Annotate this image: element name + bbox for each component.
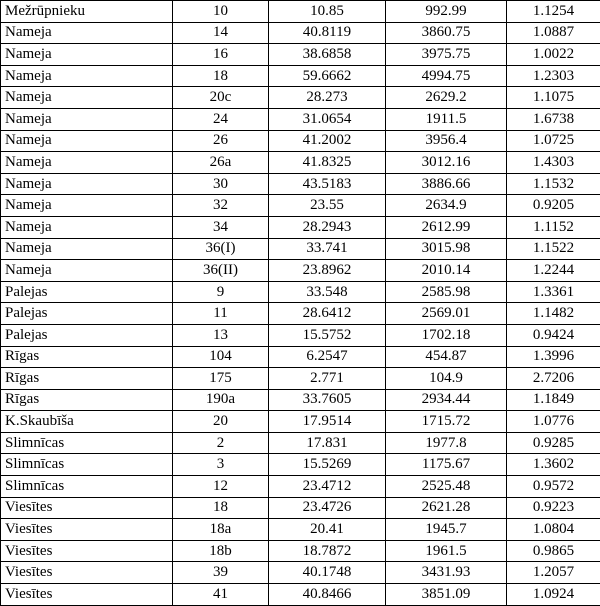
street-cell: Rīgas <box>1 389 173 411</box>
value-b-cell: 2621.28 <box>386 497 507 519</box>
value-a-cell: 28.2943 <box>269 216 386 238</box>
street-cell: Rīgas <box>1 346 173 368</box>
value-a-cell: 33.7605 <box>269 389 386 411</box>
house-number-cell: 36(II) <box>173 260 269 282</box>
table-row <box>1 562 600 584</box>
value-b-cell: 2525.48 <box>386 476 507 498</box>
value-a-cell: 40.1748 <box>269 562 386 584</box>
street-cell: K.Skaubīša <box>1 411 173 433</box>
value-a-cell: 23.4712 <box>269 476 386 498</box>
ratio-cell: 1.3602 <box>507 454 600 476</box>
house-number-cell: 41 <box>173 584 269 606</box>
ratio-cell: 0.9572 <box>507 476 600 498</box>
ratio-cell: 1.1532 <box>507 173 600 195</box>
value-b-cell: 2612.99 <box>386 216 507 238</box>
street-cell: Nameja <box>1 238 173 260</box>
ratio-cell: 1.2303 <box>507 65 600 87</box>
value-a-cell: 18.7872 <box>269 540 386 562</box>
street-cell: Slimnīcas <box>1 432 173 454</box>
table-row <box>1 1 600 23</box>
street-cell: Viesītes <box>1 584 173 606</box>
value-a-cell: 41.8325 <box>269 152 386 174</box>
table-row <box>1 173 600 195</box>
value-b-cell: 3012.16 <box>386 152 507 174</box>
ratio-cell: 1.3996 <box>507 346 600 368</box>
value-a-cell: 41.2002 <box>269 130 386 152</box>
street-cell: Palejas <box>1 303 173 325</box>
house-number-cell: 20 <box>173 411 269 433</box>
table-row <box>1 476 600 498</box>
value-a-cell: 40.8119 <box>269 22 386 44</box>
street-cell: Nameja <box>1 152 173 174</box>
street-cell: Mežrūpnieku <box>1 1 173 23</box>
table-row <box>1 497 600 519</box>
street-cell: Slimnīcas <box>1 454 173 476</box>
house-number-cell: 30 <box>173 173 269 195</box>
value-a-cell: 28.273 <box>269 87 386 109</box>
table-row <box>1 519 600 541</box>
table-row <box>1 454 600 476</box>
value-b-cell: 1961.5 <box>386 540 507 562</box>
value-b-cell: 1702.18 <box>386 324 507 346</box>
table-row <box>1 432 600 454</box>
house-number-cell: 32 <box>173 195 269 217</box>
value-b-cell: 3851.09 <box>386 584 507 606</box>
street-cell: Nameja <box>1 173 173 195</box>
street-cell: Palejas <box>1 324 173 346</box>
table-row <box>1 389 600 411</box>
table-row <box>1 65 600 87</box>
table-row <box>1 368 600 390</box>
house-number-cell: 3 <box>173 454 269 476</box>
value-b-cell: 2585.98 <box>386 281 507 303</box>
ratio-cell: 1.1152 <box>507 216 600 238</box>
value-b-cell: 3015.98 <box>386 238 507 260</box>
table-row <box>1 195 600 217</box>
value-b-cell: 992.99 <box>386 1 507 23</box>
value-b-cell: 1945.7 <box>386 519 507 541</box>
house-number-cell: 13 <box>173 324 269 346</box>
table-row <box>1 303 600 325</box>
street-cell: Viesītes <box>1 562 173 584</box>
ratio-cell: 1.0725 <box>507 130 600 152</box>
ratio-cell: 1.0804 <box>507 519 600 541</box>
house-number-cell: 24 <box>173 108 269 130</box>
value-b-cell: 104.9 <box>386 368 507 390</box>
table-row <box>1 152 600 174</box>
ratio-cell: 1.0924 <box>507 584 600 606</box>
street-cell: Nameja <box>1 108 173 130</box>
street-cell: Nameja <box>1 216 173 238</box>
street-cell: Nameja <box>1 22 173 44</box>
house-number-cell: 10 <box>173 1 269 23</box>
ratio-cell: 1.1522 <box>507 238 600 260</box>
house-number-cell: 20c <box>173 87 269 109</box>
ratio-cell: 1.6738 <box>507 108 600 130</box>
value-a-cell: 23.55 <box>269 195 386 217</box>
house-number-cell: 39 <box>173 562 269 584</box>
ratio-cell: 1.3361 <box>507 281 600 303</box>
table-row <box>1 281 600 303</box>
ratio-cell: 1.1075 <box>507 87 600 109</box>
house-number-cell: 18b <box>173 540 269 562</box>
value-a-cell: 33.548 <box>269 281 386 303</box>
ratio-cell: 0.9223 <box>507 497 600 519</box>
value-b-cell: 3975.75 <box>386 44 507 66</box>
value-a-cell: 23.4726 <box>269 497 386 519</box>
house-number-cell: 16 <box>173 44 269 66</box>
table-row <box>1 346 600 368</box>
house-number-cell: 175 <box>173 368 269 390</box>
table-row <box>1 87 600 109</box>
ratio-cell: 1.0022 <box>507 44 600 66</box>
street-cell: Nameja <box>1 44 173 66</box>
house-number-cell: 9 <box>173 281 269 303</box>
ratio-cell: 0.9424 <box>507 324 600 346</box>
value-b-cell: 2010.14 <box>386 260 507 282</box>
value-a-cell: 23.8962 <box>269 260 386 282</box>
house-number-cell: 26a <box>173 152 269 174</box>
value-b-cell: 3431.93 <box>386 562 507 584</box>
street-cell: Viesītes <box>1 519 173 541</box>
value-a-cell: 6.2547 <box>269 346 386 368</box>
ratio-cell: 1.0887 <box>507 22 600 44</box>
value-a-cell: 28.6412 <box>269 303 386 325</box>
value-b-cell: 1911.5 <box>386 108 507 130</box>
house-number-cell: 36(I) <box>173 238 269 260</box>
ratio-cell: 0.9285 <box>507 432 600 454</box>
value-a-cell: 15.5269 <box>269 454 386 476</box>
street-cell: Slimnīcas <box>1 476 173 498</box>
house-number-cell: 26 <box>173 130 269 152</box>
value-b-cell: 3956.4 <box>386 130 507 152</box>
street-cell: Rīgas <box>1 368 173 390</box>
value-b-cell: 2634.9 <box>386 195 507 217</box>
house-number-cell: 18 <box>173 497 269 519</box>
value-a-cell: 33.741 <box>269 238 386 260</box>
value-b-cell: 2629.2 <box>386 87 507 109</box>
table-row <box>1 411 600 433</box>
value-a-cell: 40.8466 <box>269 584 386 606</box>
street-cell: Nameja <box>1 130 173 152</box>
value-b-cell: 1715.72 <box>386 411 507 433</box>
house-number-cell: 2 <box>173 432 269 454</box>
house-number-cell: 12 <box>173 476 269 498</box>
value-b-cell: 1175.67 <box>386 454 507 476</box>
value-b-cell: 2934.44 <box>386 389 507 411</box>
house-number-cell: 34 <box>173 216 269 238</box>
value-a-cell: 59.6662 <box>269 65 386 87</box>
table-row <box>1 584 600 606</box>
house-number-cell: 14 <box>173 22 269 44</box>
house-number-cell: 190a <box>173 389 269 411</box>
table-row <box>1 108 600 130</box>
value-b-cell: 454.87 <box>386 346 507 368</box>
ratio-cell: 0.9865 <box>507 540 600 562</box>
value-a-cell: 43.5183 <box>269 173 386 195</box>
table-row <box>1 238 600 260</box>
value-b-cell: 4994.75 <box>386 65 507 87</box>
value-a-cell: 38.6858 <box>269 44 386 66</box>
table-row <box>1 540 600 562</box>
value-b-cell: 3860.75 <box>386 22 507 44</box>
street-cell: Viesītes <box>1 540 173 562</box>
table-row <box>1 44 600 66</box>
ratio-cell: 0.9205 <box>507 195 600 217</box>
ratio-cell: 1.1254 <box>507 1 600 23</box>
table-row <box>1 260 600 282</box>
table-row <box>1 22 600 44</box>
value-a-cell: 15.5752 <box>269 324 386 346</box>
ratio-cell: 1.1482 <box>507 303 600 325</box>
value-b-cell: 1977.8 <box>386 432 507 454</box>
value-a-cell: 17.831 <box>269 432 386 454</box>
table-row <box>1 216 600 238</box>
value-a-cell: 31.0654 <box>269 108 386 130</box>
value-a-cell: 2.771 <box>269 368 386 390</box>
house-number-cell: 11 <box>173 303 269 325</box>
street-cell: Nameja <box>1 65 173 87</box>
ratio-cell: 1.0776 <box>507 411 600 433</box>
house-number-cell: 18a <box>173 519 269 541</box>
ratio-cell: 1.2244 <box>507 260 600 282</box>
ratio-cell: 1.4303 <box>507 152 600 174</box>
street-cell: Palejas <box>1 281 173 303</box>
ratio-cell: 1.1849 <box>507 389 600 411</box>
house-number-cell: 104 <box>173 346 269 368</box>
value-b-cell: 2569.01 <box>386 303 507 325</box>
table-row <box>1 130 600 152</box>
ratio-cell: 2.7206 <box>507 368 600 390</box>
table-body <box>1 1 600 606</box>
house-number-cell: 18 <box>173 65 269 87</box>
ratio-cell: 1.2057 <box>507 562 600 584</box>
value-a-cell: 10.85 <box>269 1 386 23</box>
table-row <box>1 324 600 346</box>
street-cell: Viesītes <box>1 497 173 519</box>
street-cell: Nameja <box>1 260 173 282</box>
value-a-cell: 20.41 <box>269 519 386 541</box>
value-b-cell: 3886.66 <box>386 173 507 195</box>
street-cell: Nameja <box>1 195 173 217</box>
value-a-cell: 17.9514 <box>269 411 386 433</box>
street-cell: Nameja <box>1 87 173 109</box>
